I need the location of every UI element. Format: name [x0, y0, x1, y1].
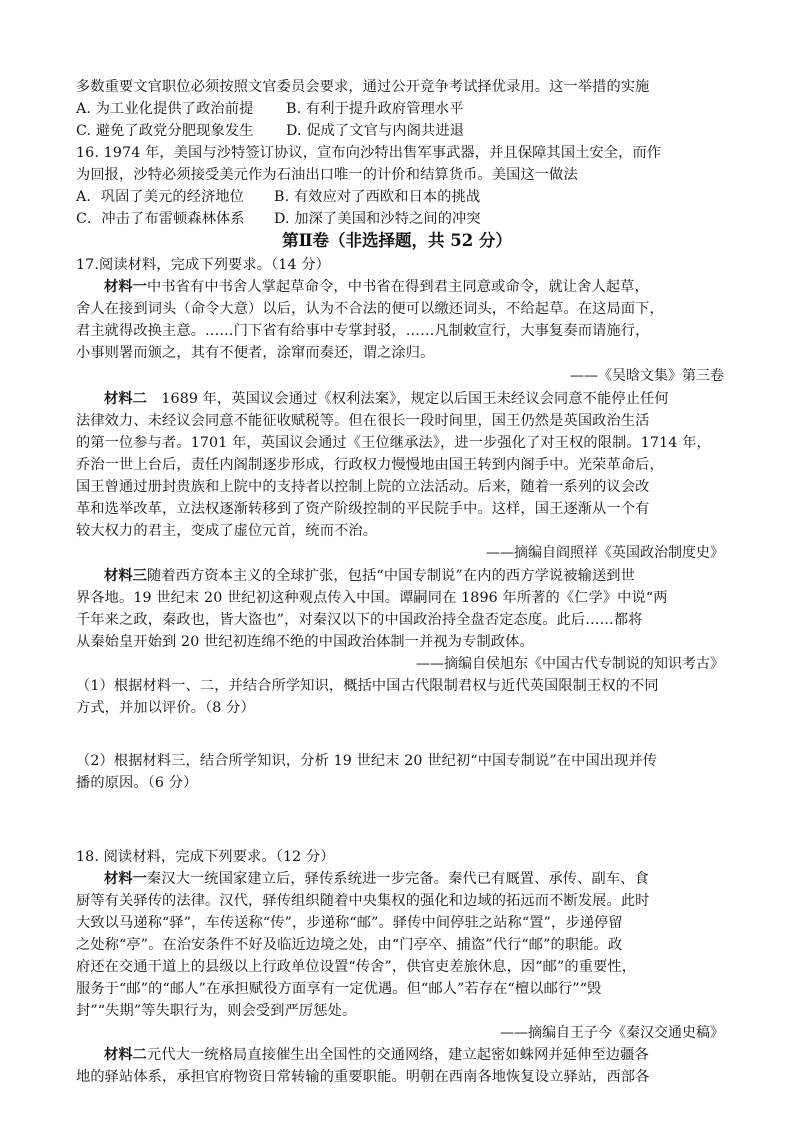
- q16-option-d: D. 加深了美国和沙特之间的冲突: [274, 211, 481, 227]
- q17-subquestion1-line1: （1）根据材料一、二，并结合所学知识，概括中国古代限制君权与近代英国限制王权的不同: [76, 678, 659, 694]
- q17-material1-line3: 君主就得改换主意。……门下省有给事中专掌封驳，……凡制敕宣行，大事复奏而请施行，: [76, 323, 650, 339]
- q17-material1-line4: 小事则署而颁之，其有不便者，涂窜而奏还，谓之涂归。: [76, 345, 435, 361]
- q17-material1-source: ——《吴晗文集》第三卷: [570, 368, 724, 384]
- q18-material2-label: 材料二: [104, 1047, 148, 1063]
- q16-options-cd: [76, 208, 726, 230]
- section-title: 第Ⅱ卷（非选择题，共 52 分）: [282, 231, 512, 250]
- q17-material1-label: 材料一: [104, 279, 148, 295]
- q15-options-cd: [76, 120, 726, 142]
- q17-subquestion2-line2: 播的原因。（6 分）: [76, 775, 198, 791]
- q15-options-ab: [76, 98, 726, 120]
- q17-material2-line6: 革和选举改革，立法权逐渐转移到了资产阶级控制的平民院手中。这样，国王逐渐从一个有: [76, 501, 650, 517]
- q15-option-a: A. 为工业化提供了政治前提: [76, 101, 254, 117]
- q17-material2-line1: 材料二 1689 年，英国议会通过《权利法案》，规定以后国王未经议会同意不能停止任何: [104, 391, 669, 407]
- q17-material3-source: ——摘编自侯旭东《中国古代专制说的知识考古》: [416, 656, 724, 672]
- q17-subquestion1-line2: 方式，并加以评价。（8 分）: [76, 700, 255, 716]
- q17-material3-line4: 从秦始皇开始到 20 世纪初连绵不绝的中国政治体制一并视为专制政体。: [76, 634, 534, 650]
- q18-material1-line5: 府还在交通干道上的县级以上行政单位设置“传舍”，供官吏差旅休息，因“邮”的重要性，: [76, 959, 637, 975]
- q15-option-c: C. 避免了政党分肥现象发生: [76, 123, 254, 139]
- q16-stem-line1: 16. 1974 年，美国与沙特签订协议，宣布向沙特出售军事武器，并且保障其国土安全，而作: [76, 145, 662, 161]
- q17-material2-line5: 国王曾通过册封贵族和上院中的支持者以控制上院的立法活动。后来，随着一系列的议会改: [76, 479, 650, 495]
- q18-material2-line2: 地的驿站体系，承担官府物资日常转输的重要职能。明朝在西南各地恢复设立驿站，西部各: [76, 1069, 650, 1085]
- q18-material1-line6: 服务于“邮”的“邮人”在承担赋役方面享有一定优遇。但“邮人”若存在“檀以邮行”“毁: [76, 981, 602, 997]
- q18-material1-line3: 大致以马递称“驿”，车传送称“传”，步递称“邮”。驿传中间停驻之站称“置”，步递停留: [76, 915, 623, 931]
- q16-option-c: C．冲击了布雷顿森林体系: [76, 211, 245, 227]
- q16-option-a: A．巩固了美元的经济地位: [76, 189, 245, 205]
- q15-option-d: D. 促成了文官与内阁共进退: [286, 123, 465, 139]
- q15-option-b: B. 有利于提升政府管理水平: [286, 101, 464, 117]
- q17-material3-line3: 千年来之政，秦政也，皆大盗也”，对秦汉以下的中国政治持全盘否定态度。此后……都将: [76, 612, 643, 628]
- q18-heading: 18. 阅读材料，完成下列要求。（12 分）: [76, 849, 335, 865]
- q17-heading: 17.阅读材料，完成下列要求。（14 分）: [76, 257, 330, 273]
- q17-material1-line1: 材料一中书省有中书舍人掌起草命令，中书省在得到君主同意或命令，就让舍人起草，: [104, 279, 649, 295]
- q17-material2-line4: 乔治一世上台后，责任内阁制逐步形成，行政权力慢慢地由国王转到内阁手中。光荣革命后，: [76, 457, 664, 473]
- q16-option-b: B. 有效应对了西欧和日本的挑战: [274, 189, 481, 205]
- q17-material2-line3: 的第一位参与者。1701 年，英国议会通过《王位继承法》，进一步强化了对王权的限制。1714 年，: [76, 435, 711, 451]
- q17-material1-line2: 舍人在接到词头（命令大意）以后，认为不合法的便可以缴还词头，不给起草。在这局面下，: [76, 301, 664, 317]
- q18-material1-line7: 封”“失期”等失职行为，则会受到严厉惩处。: [76, 1003, 357, 1019]
- q17-material3-line1: 材料三随着西方资本主义的全球扩张，包括“中国专制说”在内的西方学说被输送到世: [104, 568, 635, 584]
- q17-material3-label: 材料三: [104, 568, 148, 584]
- q17-material2-line7: 较大权力的君主，变成了虚位元首，统而不治。: [76, 523, 378, 539]
- q17-material2-label: 材料二: [104, 391, 148, 407]
- q16-stem-line2: 为回报，沙特必须接受美元作为石油出口唯一的计价和结算货币。美国这一做法: [76, 167, 578, 183]
- q18-material1-line1: 材料一秦汉大一统国家建立后，驿传系统进一步完备。秦代已有厩置、承传、副车、食: [104, 871, 649, 887]
- q18-material1-label: 材料一: [104, 871, 148, 887]
- q17-material2-line2: 法律效力、未经议会同意不能征收赋税等。但在很长一段时间里，国王仍然是英国政治生活: [76, 413, 650, 429]
- q18-material1-source: ——摘编自王子今《秦汉交通史稿》: [500, 1025, 724, 1041]
- q17-subquestion2-line1: （2）根据材料三，结合所学知识，分析 19 世纪末 20 世纪初“中国专制说”在中国出现并传: [76, 753, 658, 769]
- q18-material1-line2: 厨等有关驿传的法律。汉代，驿传组织随着中央集权的强化和边域的拓远而不断发展。此时: [76, 893, 650, 909]
- q16-options-ab: [76, 186, 726, 208]
- q18-material2-line1: 材料二元代大一统格局直接催生出全国性的交通网络，建立起密如蛛网并延伸至边疆各: [104, 1047, 649, 1063]
- q17-material2-source: ——摘编自阎照祥《英国政治制度史》: [486, 545, 724, 561]
- q15-stem-tail: 多数重要文官职位必须按照文官委员会要求，通过公开竞争考试择优录用。这一举措的实施: [76, 79, 650, 95]
- q18-material1-line4: 之处称“亭”。在治安条件不好及临近边境之处，由“门亭卒、捕盗”代行“邮”的职能。政: [76, 937, 623, 953]
- q17-material3-line2: 界各地。19 世纪末 20 世纪初这种观点传入中国。谭嗣同在 1896 年所著的《仁学》中说“两: [76, 590, 668, 606]
